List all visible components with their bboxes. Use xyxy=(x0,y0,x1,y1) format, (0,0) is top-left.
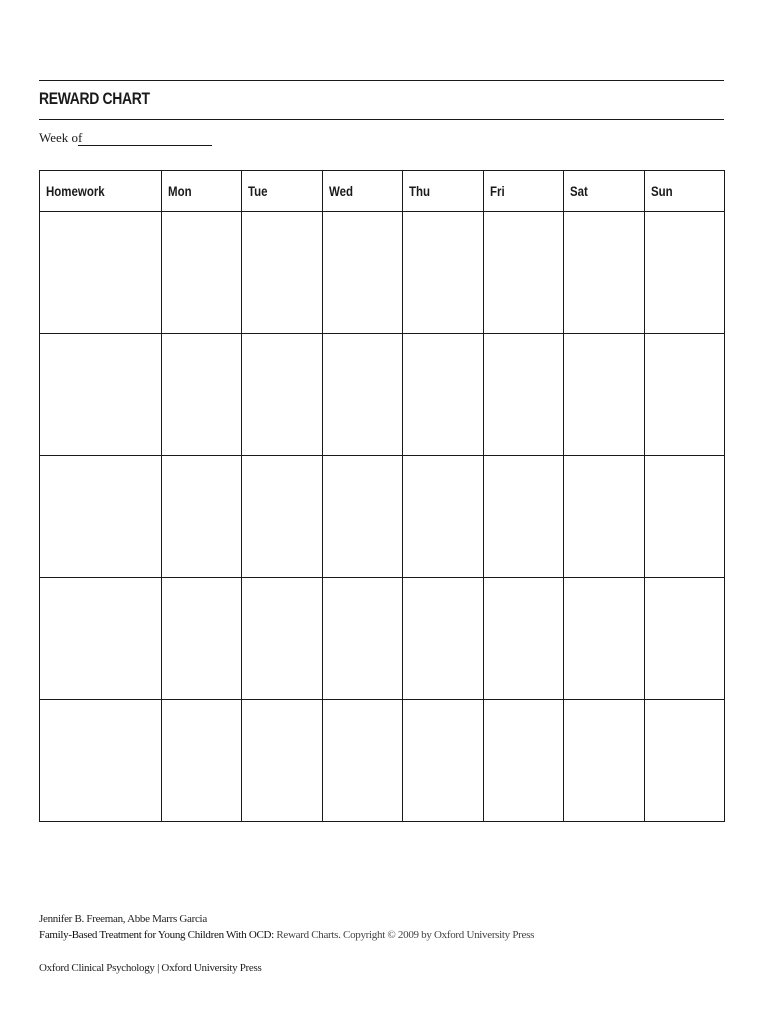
column-header-sun: Sun xyxy=(644,171,724,212)
cell-fri[interactable] xyxy=(483,334,563,456)
cell-mon[interactable] xyxy=(161,700,241,822)
cell-wed[interactable] xyxy=(322,212,402,334)
cell-mon[interactable] xyxy=(161,456,241,578)
cell-fri[interactable] xyxy=(483,456,563,578)
cell-homework[interactable] xyxy=(40,456,162,578)
column-header-wed: Wed xyxy=(322,171,402,212)
header-row xyxy=(40,171,725,212)
cell-thu[interactable] xyxy=(403,334,483,456)
cell-mon[interactable] xyxy=(161,334,241,456)
table-row xyxy=(40,334,725,456)
footer-book-title: Family-Based Treatment for Young Children With OCD: xyxy=(39,929,274,941)
cell-thu[interactable] xyxy=(403,456,483,578)
top-rule xyxy=(39,80,724,81)
column-header-mon: Mon xyxy=(161,171,241,212)
week-of-label: Week of xyxy=(39,130,83,145)
table-row xyxy=(40,700,725,822)
table-row xyxy=(40,456,725,578)
cell-wed[interactable] xyxy=(322,700,402,822)
cell-sat[interactable] xyxy=(564,334,644,456)
cell-homework[interactable] xyxy=(40,700,162,822)
cell-wed[interactable] xyxy=(322,334,402,456)
cell-tue[interactable] xyxy=(242,456,322,578)
cell-sat[interactable] xyxy=(564,456,644,578)
column-header-sat: Sat xyxy=(564,171,644,212)
table-row xyxy=(40,212,725,334)
cell-mon[interactable] xyxy=(161,212,241,334)
week-of-blank-line xyxy=(78,145,212,146)
column-header-fri: Fri xyxy=(483,171,563,212)
cell-sat[interactable] xyxy=(564,578,644,700)
cell-tue[interactable] xyxy=(242,578,322,700)
cell-fri[interactable] xyxy=(483,700,563,822)
column-header-tue: Tue xyxy=(242,171,322,212)
cell-wed[interactable] xyxy=(322,578,402,700)
footer-series: Oxford Clinical Psychology | Oxford University Press xyxy=(39,962,262,974)
cell-thu[interactable] xyxy=(403,212,483,334)
cell-sat[interactable] xyxy=(564,700,644,822)
page-title: REWARD CHART xyxy=(39,89,150,108)
footer-copyright: Reward Charts. Copyright © 2009 by Oxford University Press xyxy=(273,929,535,941)
cell-sun[interactable] xyxy=(644,578,724,700)
cell-thu[interactable] xyxy=(403,578,483,700)
cell-fri[interactable] xyxy=(483,578,563,700)
table-row xyxy=(40,578,725,700)
title-rule xyxy=(39,119,724,120)
column-header-homework: Homework xyxy=(40,171,162,212)
cell-tue[interactable] xyxy=(242,334,322,456)
cell-sun[interactable] xyxy=(644,212,724,334)
cell-tue[interactable] xyxy=(242,700,322,822)
cell-homework[interactable] xyxy=(40,212,162,334)
cell-sat[interactable] xyxy=(564,212,644,334)
footer-authors: Jennifer B. Freeman, Abbe Marrs Garcia xyxy=(39,913,207,925)
column-header-thu: Thu xyxy=(403,171,483,212)
cell-sun[interactable] xyxy=(644,456,724,578)
reward-chart-table xyxy=(39,170,725,822)
cell-wed[interactable] xyxy=(322,456,402,578)
cell-tue[interactable] xyxy=(242,212,322,334)
cell-fri[interactable] xyxy=(483,212,563,334)
cell-mon[interactable] xyxy=(161,578,241,700)
cell-sun[interactable] xyxy=(644,700,724,822)
cell-sun[interactable] xyxy=(644,334,724,456)
cell-homework[interactable] xyxy=(40,334,162,456)
cell-thu[interactable] xyxy=(403,700,483,822)
cell-homework[interactable] xyxy=(40,578,162,700)
footer-citation xyxy=(39,929,534,941)
